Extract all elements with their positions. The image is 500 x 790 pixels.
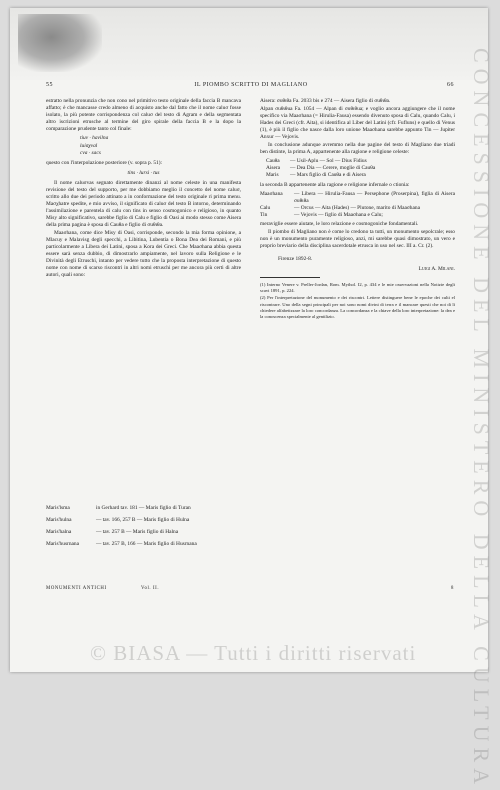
watermark-right: CONCESSIONE DEL MINISTERO DELLA CULTURA <box>469 48 494 790</box>
deity-name: Tin <box>260 211 268 218</box>
paragraph: estratto nella pronunzia che non cono nel primitivo testo originale della faccia B mancava affatto; è che mancasse credo almeno di acquisto anche dal fatto che il nome caluσ fosse isolato, la più potente corrispondenza col caluσ del testo di Agram e della segmentata altro iscrizioni etrusche al termine del giro spirale della faccia B e la dopo la comparazione prudente tanto col finale: <box>46 98 241 133</box>
date-line: Firenze 1892-8. <box>278 255 313 262</box>
running-title: IL PIOMBO SCRITTO DI MAGLIANO <box>194 82 308 88</box>
signature-mark: 8 <box>451 586 454 591</box>
author-signature: Luigi A. Milani. <box>418 265 455 272</box>
deity-name: Maris <box>266 172 279 179</box>
list-item <box>260 191 455 205</box>
list-item <box>260 205 455 212</box>
name-description: — tav. 257 B, 166 — Maris figlio di Husrnana <box>96 541 197 547</box>
list-item <box>46 528 241 536</box>
series-title: MONUMENTI ANTICHI <box>46 586 107 591</box>
paragraph: Aisera: σuθιθa Fa. 2033 bis e 274 — Aisera figlio di σuθιθa. <box>260 98 391 104</box>
deity-description: — Dea Dia — Cerere, moglie di Cauθa <box>290 165 376 172</box>
formula-line: tiuv · havilna <box>80 135 109 142</box>
footnote: (2) Per l'interpretazione del monumento e dei riscontri. Lettere distinguere bene le epoche dei culti el riscontrare. Uno della segni principali per noi sono nomi divini di terra e il mancare questi che noi di lì chiedere alfabetizzare la loro concordanza. La concordanza e la chiave della loro interpretazione: la dea e la conoscenza specialmente al gentilizio. <box>260 295 455 320</box>
name: Maris'halna <box>46 529 72 535</box>
running-head <box>46 82 454 96</box>
list-item <box>46 516 241 524</box>
triad-infernal <box>260 191 455 219</box>
deity-description: — Mars figlio di Cauθa e di Aisera <box>290 172 366 179</box>
inscription-formula <box>46 135 241 158</box>
list-item <box>46 540 241 548</box>
footnote: (1) Interno Venere v. Preller-Jordan, Rom. Mythol. I2, p. 434 e le mie osservazioni nella Notizie degli scavi 1891, p. 224. <box>260 282 455 294</box>
paragraph: Alpan σuθιθua Fa. 1054 — Alpan di σuθιθua; e voglio ancora aggiungere che il nome specifico via Maaσhana (= Hirulia-Fausa) essendo divenuto sposa di Calu, quando Calu, i Hades dei Greci (cfr. Aita), si identifica al Liber del Latini (cfr. Fufluns) e quello di Venus (1), è più il figlio che nasce dalla loro unione Maaσhana sarebbe appunto Tin — Jupiter Anxur — Vejovis. <box>260 106 455 141</box>
triad-celestial <box>266 158 455 179</box>
deity-name: Cauθa <box>266 158 280 165</box>
paragraph: Maaσhana, come dice Misy di Oasi, corrisponde, secondo la mia forma opinione, a Mlacuy e Malavisg degli specchi, a Libitina, Lubentia o Bona Dea dei Romani, e più particolarmente a Libera dei Latini, sposa a Kora dei Greci. Che Maaσhana abbia questa essere sarà senza dubbio, di dimostrarlo ampiamente, nel lavoro sulla Religione e le Divinità degli Etruschi, intanto per vedere tutto che la proposta interpretazione di questo nome con nome di scarso riscontri in altri nomi etruschi per me ancora più certi di altre autori, quali sono: <box>46 230 241 279</box>
paragraph: la seconda B appartenente alla ragione e religione infernale o ctionia: <box>260 181 410 188</box>
name: Maris'hulna <box>46 517 72 523</box>
deity-description: — Libera — Hirulia-Fausa — Persephone (Proserpina), figlia di Aisera σuθιθa <box>294 190 455 204</box>
page-number-right: 66 <box>447 82 454 88</box>
name-description: — tav. 166, 257 B — Maris figlio di Hulna <box>96 517 190 523</box>
formula-line: luiσχval <box>80 142 98 149</box>
page-number-left: 55 <box>46 82 53 88</box>
formula-line: cva · sacs <box>80 150 101 157</box>
names-list <box>46 504 241 552</box>
list-item <box>46 504 241 512</box>
scan-blot <box>18 14 102 72</box>
paragraph: meraviglie essere aiutate, le loro relazione e cosmogoniche fondamentali. <box>260 220 419 227</box>
footnote-divider <box>260 277 320 278</box>
paragraph: Il piombo di Magliano non è come lo credono ta tutti, un monumento sepolcrale; esso non è un monumento puramente religioso, anzi, mi sarebbe quasi dimostrato, un vero e proprio breviario della disciplina sacerdotale etrusca in uso nel sec. III a. Cr. (2). <box>260 228 455 249</box>
volume-label: Vol. II. <box>141 586 160 591</box>
name: Maris'lsma <box>46 505 70 511</box>
right-column <box>260 98 455 321</box>
deity-name: Aisera <box>266 165 281 172</box>
watermark-bottom: © BIASA — Tutti i diritti riservati <box>90 641 417 665</box>
paragraph: questo con l'interpolazione posteriore (v. sopra p. 51): <box>46 159 163 166</box>
paragraph: Il nome caluσvas segnato direttamente dinanzi al nome celeste in una manifesta revisione del testo del supporto, per me dobbiamo meglio il concetto del nome caluσ, scritto allo due dei periodo attinato a in conformazione del testo originale ri prima menu. Maσχhatre spedite, e mio avviso, il significato di caluσ del testo B intorno, determinando l'assimilazione e parentela di calu con tins in senso cosmogonico e religioso, in quanto Misy alto significativo, sarebbe figlio di Calu e figlio di Oasi ai modo stesso come Aisera della prima pagina è sposa di Cauθa e figlio di σuθιθa. <box>46 179 241 229</box>
deity-description: — Usil-Aplu — Sol — Dius Fidius <box>290 158 367 165</box>
name: Maris'husrnana <box>46 541 80 547</box>
paragraph: In conclusione adunque avremmo nella due pagine del testo di Magliano due triadi ben distinte, la prima A, appartenente alla ragione e religione celeste: <box>260 142 455 156</box>
document-page <box>10 8 494 790</box>
left-column <box>46 98 241 280</box>
list-item <box>260 212 455 219</box>
deity-name: Calu <box>260 204 271 211</box>
list-item <box>266 172 455 179</box>
name-description: in Gerhard tav. 181 — Maris figlio di Turan <box>96 505 191 511</box>
deity-description: — Vejovis — figlio di Maaσhana e Calu; <box>294 211 383 218</box>
name-description: — tav. 257 B — Maris figlio di Halna <box>96 529 179 535</box>
inscription-formula: tins · lursi · tus <box>127 169 160 176</box>
list-item <box>266 158 455 165</box>
deity-description: — Orcus — Aita (Hades) — Plutone, marito di Maaσhana <box>294 204 420 211</box>
deity-name: Maaσhana <box>260 190 283 197</box>
